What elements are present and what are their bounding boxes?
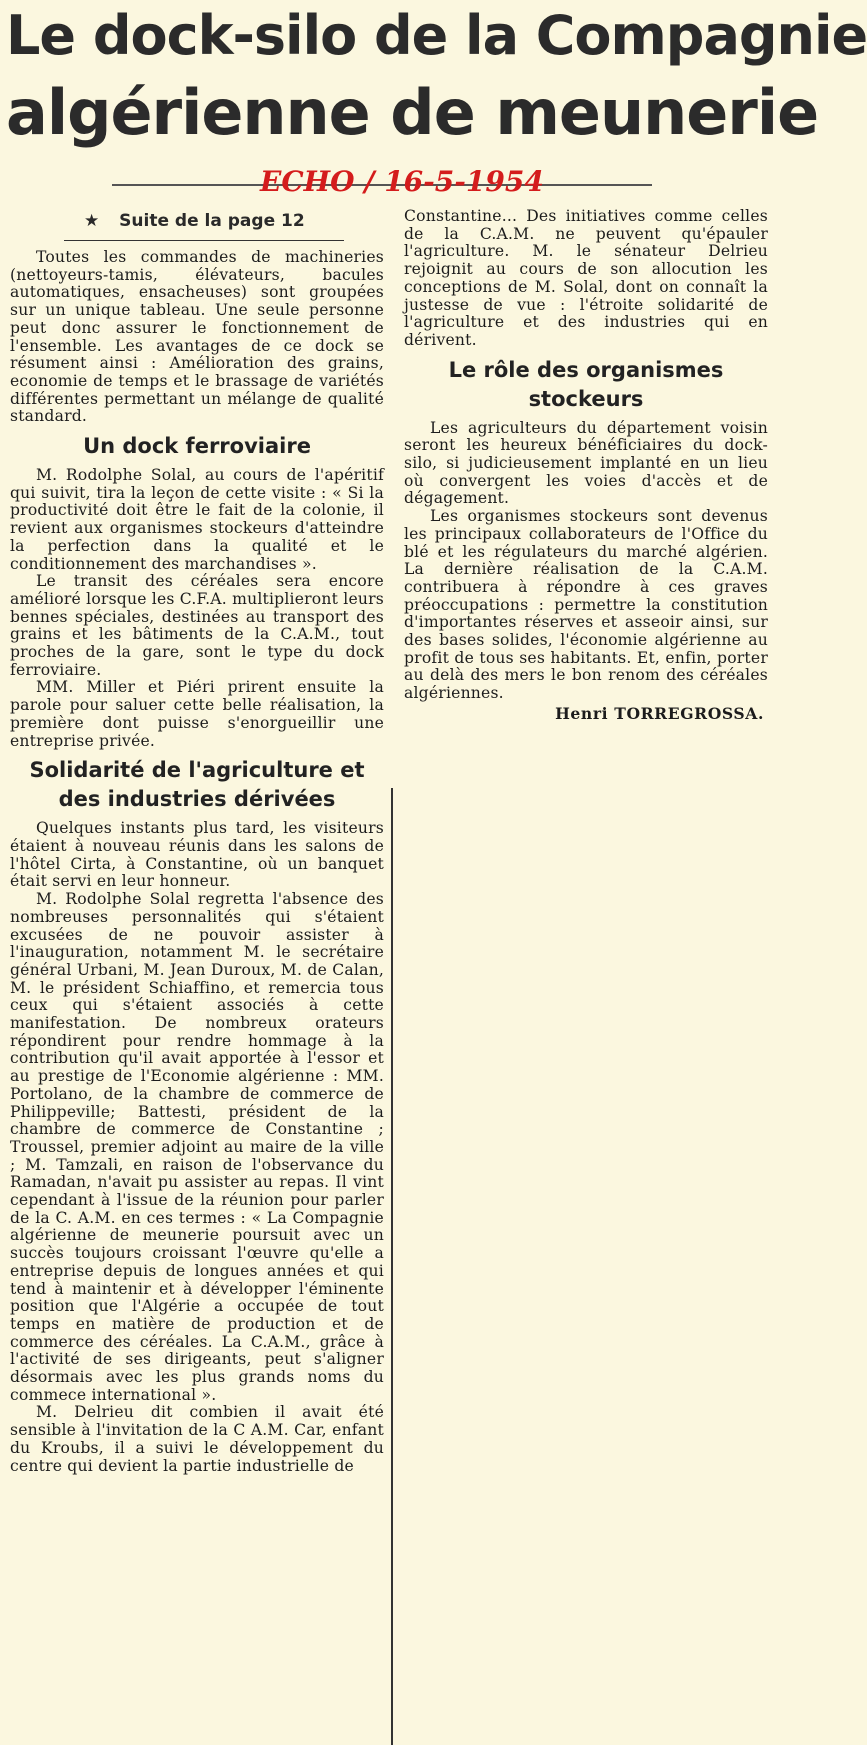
- continuation-rule: [64, 240, 344, 241]
- column-divider: [391, 788, 393, 1745]
- right-column: [404, 208, 768, 725]
- paragraph: M. Delrieu dit combien il avait été sensible à l'invitation de la C A.M. Car, enfant du Kroubs, il a suivi le développement du centre qui devient la partie industrielle de: [10, 1403, 384, 1475]
- paragraph: MM. Miller et Piéri prirent ensuite la parole pour saluer cette belle réalisation, la première dont puisse s'enorgueillir une entreprise privée.: [10, 678, 384, 750]
- headline-line-1: Le dock-silo de la Compagnie: [6, 4, 867, 67]
- paragraph: M. Rodolphe Solal, au cours de l'apéritif qui suivit, tira la leçon de cette visite : « Si la productivité doit être le fait de la colonie, il revient aux organismes stockeurs d'atteindre la perfection dans la qualité et le conditionnement des marchandises ».: [10, 466, 384, 573]
- continuation-note: [10, 208, 384, 234]
- paragraph: Le transit des céréales sera encore amélioré lorsque les C.F.A. multiplieront leurs bennes spéciales, destinées au transport des grains et les bâtiments de la C.A.M., tout proches de la gare, sont le type du dock ferroviaire.: [10, 572, 384, 679]
- date-stamp: ECHO / 16-5-1954: [260, 165, 544, 198]
- star-icon: ★: [84, 211, 100, 231]
- paragraph: M. Rodolphe Solal regretta l'absence des nombreuses personnalités qui s'étaient excusées de ne pouvoir assister à l'inauguration, notamment M. le secrétaire général Urbani, M. Jean Duroux, M. de Calan, M. le président Schiaffino, et remercia tous ceux qui s'étaient associés à cette manifestation. De nombreux orateurs répondirent pour rendre hommage à la contribution qu'il avait apportée à l'essor et au prestige de l'Economie algérienne : MM. Portolano, de la chambre de commerce de Philippeville; Battesti, président de la chambre de commerce de Constantine ; Troussel, premier adjoint au maire de la ville ; M. Tamzali, en raison de l'observance du Ramadan, n'avait pu assister au repas. Il vint cependant à l'issue de la réunion pour parler de la C. A.M. en ces termes : « La Compagnie algérienne de meunerie poursuit avec un succès toujours croissant l'œuvre qu'elle a entreprise depuis de longues années et qui tend à maintenir et à développer l'éminente position que l'Algérie a occupée de tout temps en matière de production et de commerce des céréales. La C.A.M., grâce à l'activité de ses dirigeants, peut s'aligner désormais avec les plus grands noms du commece international ».: [10, 890, 384, 1404]
- headline-line-2: algérienne de meunerie: [6, 76, 819, 149]
- paragraph: Toutes les commandes de machineries (nettoyeurs-tamis, élévateurs, bacules automatiques, ensacheuses) sont groupées sur un unique tableau. Une seule personne peut donc assurer le fonctionnement de l'ensemble. Les avantages de ce dock se résument ainsi : Amélioration des grains, economie de temps et le brassage de variétés différentes permettant un mélange de qualité standard.: [10, 248, 384, 426]
- continuation-label: Suite de la page 12: [119, 211, 305, 231]
- subheading-solidarite: Solidarité de l'agriculture et des industries dérivées: [29, 758, 365, 812]
- left-column: [10, 204, 384, 1475]
- paragraph: Constantine... Des initiatives comme celles de la C.A.M. ne peuvent qu'épauler l'agriculture. M. le sénateur Delrieu rejoignit au cours de son allocution les conceptions de M. Solal, dont on connaît la justesse de vue : l'étroite solidarité de l'agriculture et des industries qui en dérivent.: [404, 207, 768, 349]
- subheading-role-organismes: Le rôle des organismes stockeurs: [448, 357, 724, 411]
- paragraph: Quelques instants plus tard, les visiteurs étaient à nouveau réunis dans les salons de l'hôtel Cirta, à Constantine, où un banquet était servi en leur honneur.: [10, 819, 384, 891]
- subheading-dock-ferroviaire: Un dock ferroviaire: [83, 434, 311, 459]
- paragraph: Les organismes stockeurs sont devenus les principaux collaborateurs de l'Office du blé et les régulateurs du marché algérien. La dernière réalisation de la C.A.M. contribuera à répondre à ces graves préoccupations : permettre la constitution d'importantes réserves et asseoir ainsi, sur des bases solides, l'économie algérienne au profit de tous ses habitants. Et, enfin, porter au delà des mers le bon renom des céréales algériennes.: [404, 507, 768, 703]
- paragraph: Les agriculteurs du département voisin seront les heureux bénéficiaires du dock-silo, si judicieusement implanté en un lieu où convergent les voies d'accès et de dégagement.: [404, 418, 768, 508]
- author-signature: Henri TORREGROSSA.: [555, 703, 764, 723]
